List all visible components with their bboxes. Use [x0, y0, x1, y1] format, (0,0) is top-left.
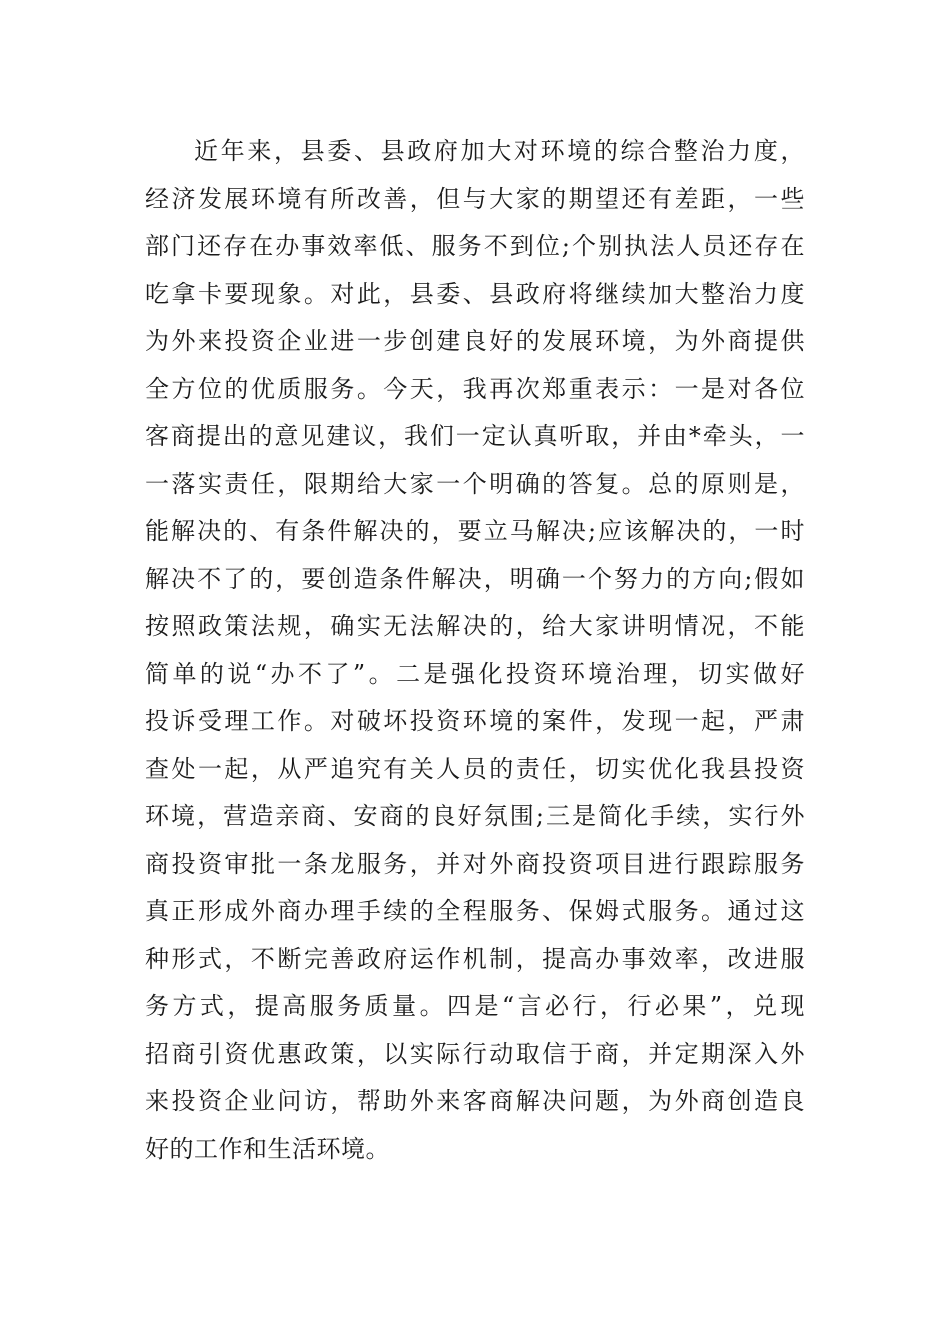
paragraph-line: 全方位的优质服务。今天，我再次郑重表示：一是对各位	[145, 374, 805, 403]
paragraph-line: 简单的说“办不了”。二是强化投资环境治理，切实做好	[145, 659, 805, 688]
paragraph-line: 商投资审批一条龙服务，并对外商投资项目进行跟踪服务	[145, 849, 805, 878]
paragraph-line: 经济发展环境有所改善，但与大家的期望还有差距，一些	[145, 184, 805, 213]
paragraph-line: 吃拿卡要现象。对此，县委、县政府将继续加大整治力度	[145, 279, 805, 308]
paragraph-line: 种形式，不断完善政府运作机制，提高办事效率，改进服	[145, 944, 805, 973]
paragraph-line: 按照政策法规，确实无法解决的，给大家讲明情况，不能	[145, 612, 805, 640]
paragraph-line: 招商引资优惠政策，以实际行动取信于商，并定期深入外	[145, 1039, 805, 1068]
paragraph-line: 环境，营造亲商、安商的良好氛围;三是简化手续，实行外	[145, 802, 805, 830]
paragraph-line: 查处一起，从严追究有关人员的责任，切实优化我县投资	[145, 754, 805, 783]
paragraph-line: 能解决的、有条件解决的，要立马解决;应该解决的，一时	[145, 517, 805, 545]
paragraph-line: 客商提出的意见建议，我们一定认真听取，并由*牵头，一	[145, 422, 805, 450]
paragraph-line: 务方式，提高服务质量。四是“言必行，行必果”，兑现	[145, 992, 805, 1020]
paragraph-line: 好的工作和生活环境。	[145, 1134, 390, 1163]
paragraph-line: 为外来投资企业进一步创建良好的发展环境，为外商提供	[145, 327, 805, 355]
paragraph-line: 解决不了的，要创造条件解决，明确一个努力的方向;假如	[145, 564, 805, 593]
paragraph-line: 近年来，县委、县政府加大对环境的综合整治力度，	[194, 137, 805, 165]
body-paragraph	[145, 128, 805, 1173]
paragraph-line: 来投资企业问访，帮助外来客商解决问题，为外商创造良	[145, 1087, 805, 1115]
paragraph-line: 投诉受理工作。对破坏投资环境的案件，发现一起，严肃	[145, 707, 805, 735]
paragraph-line: 部门还存在办事效率低、服务不到位;个别执法人员还存在	[145, 232, 805, 260]
paragraph-line: 真正形成外商办理手续的全程服务、保姆式服务。通过这	[145, 897, 805, 925]
paragraph-line: 一落实责任，限期给大家一个明确的答复。总的原则是，	[145, 469, 805, 498]
